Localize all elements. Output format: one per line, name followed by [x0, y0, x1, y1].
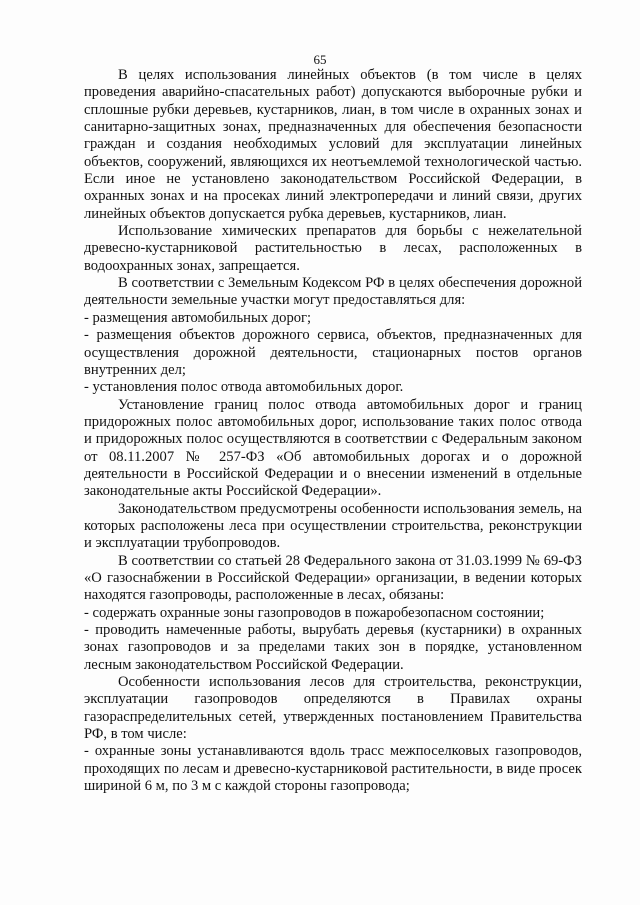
- list-item-felling-works: - проводить намеченные работы, вырубать деревья (кустарники) в охранных зонах газопроводов и за пределами таких зон в порядке, установленном лесным законодательством Российской Федерации.: [84, 622, 582, 673]
- list-item-roads-placement: - размещения автомобильных дорог;: [84, 309, 312, 326]
- page-number: 65: [313, 52, 327, 67]
- paragraph-land-code-road-activity: В соответствии с Земельным Кодексом РФ в целях обеспечения дорожной деятельности земельные участки могут предоставляться для:: [84, 275, 582, 309]
- paragraph-chemicals-prohibition: Использование химических препаратов для борьбы с нежелательной древесно-кустарниковой растительностью в лесах, расположенных в водоохранных зонах, запрещается.: [84, 223, 582, 274]
- body-text: [84, 67, 582, 795]
- list-item-right-of-way: - установления полос отвода автомобильных дорог.: [84, 379, 404, 396]
- list-item-protection-zones: - охранные зоны устанавливаются вдоль трасс межпоселковых газопроводов, проходящих по лесам и древесно-кустарниковой растительности, в виде просек шириной 6 м, по 3 м с каждой стороны газопровода;: [84, 743, 582, 795]
- paragraph-right-of-way-law: Установление границ полос отвода автомобильных дорог и границ придорожных полос автомобильных дорог, использование таких полос отвода и придорожных полос осуществляются в соответствии с Федеральным законом от 08.11.2007 № 257-ФЗ «Об автомобильных дорогах и о дорожной деятельности в Российской Федерации и о внесении изменений в отдельные законодательные акты Российской Федерации».: [84, 396, 582, 500]
- list-item-fire-safe-zones: - содержать охранные зоны газопроводов в пожаробезопасном состоянии;: [84, 604, 545, 621]
- paragraph-linear-objects-felling: В целях использования линейных объектов (в том числе в целях проведения аварийно-спасательных работ) допускаются выборочные рубки и сплошные рубки деревьев, кустарников, лиан, в том числе в охранных зонах и санитарно-защитных зонах, предназначенных для обеспечения безопасности граждан и создания необходимых условий для эксплуатации линейных объектов, сооружений, являющихся их неотъемлемой технологической частью. Если иное не установлено законодательством Российской Федерации, в охранных зонах и на просеках линий электропередачи и линий связи, других линейных объектов допускается рубка деревьев, кустарников, лиан.: [84, 67, 582, 222]
- paragraph-pipelines-specifics: Законодательством предусмотрены особенности использования земель, на которых расположены леса при осуществлении строительства, реконструкции и эксплуатации трубопроводов.: [84, 500, 582, 552]
- paragraph-gas-network-rules: Особенности использования лесов для строительства, реконструкции, эксплуатации газопроводов определяются в Правилах охраны газораспределительных сетей, утвержденных постановлением Правительства РФ, в том числе:: [84, 674, 582, 743]
- paragraph-gas-supply-law: В соответствии со статьей 28 Федерального закона от 31.03.1999 № 69-ФЗ «О газоснабжении в Российской Федерации» организации, в ведении которых находятся газопроводы, расположенные в лесах, обязаны:: [84, 552, 582, 604]
- list-item-road-service-objects: - размещения объектов дорожного сервиса, объектов, предназначенных для осуществления дорожной деятельности, стационарных постов органов внутренних дел;: [84, 327, 582, 378]
